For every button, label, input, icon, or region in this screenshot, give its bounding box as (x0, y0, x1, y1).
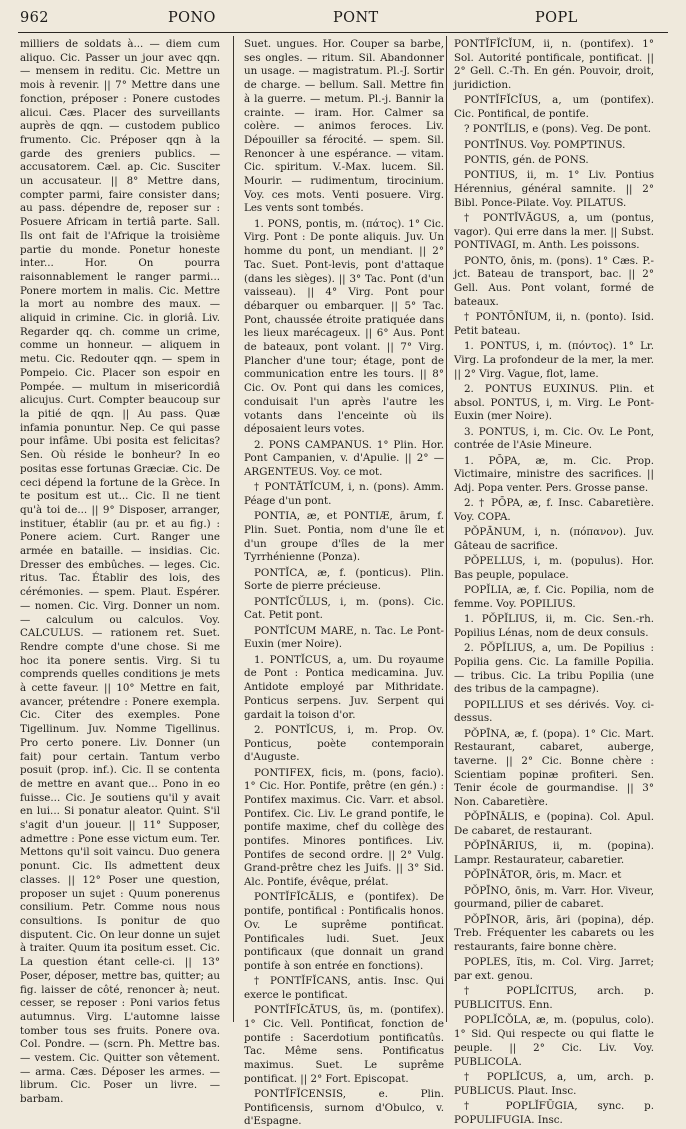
entry: PONTIFEX, ficis, m. (pons, facio). 1° Cic. Hor. Pontife, prêtre (en gén.) : Pontifex maximus. Cic. Varr. et absol. Pontifex. Cic. Liv. Le grand pontife, le pontife maxime, chef du collège des pontifes. Minores pontifices. Liv. Pontifes de second ordre. || 2° Vulg. Grand-prêtre chez les Juifs. || 3° Sid. Alc. Pontife, évêque, prélat. (244, 766, 444, 889)
entry: PŎPĪNĀRIUS, ii, m. (popina). Lampr. Restaurateur, cabaretier. (454, 840, 654, 867)
entry: PŎPĪNO, ōnis, m. Varr. Hor. Viveur, gourmand, pilier de cabaret. (454, 884, 654, 911)
entry: PONTIS, gén. de PONS. (464, 154, 589, 166)
entry: PONTIA, æ, et PONTIÆ, ārum, f. Plin. Suet. Pontia, nom d'une île et d'un groupe d'îles de la mer Tyrrhénienne (Ponza). (244, 510, 444, 564)
running-header (0, 6, 686, 32)
entry: 1. PONTUS, i, m. (πόντος). 1° Lr. Virg. La profondeur de la mer, la mer. || 2° Virg. Vague, flot, lame. (454, 340, 654, 380)
entry: 3. PONTUS, i, m. Cic. Ov. Le Pont, contrée de l'Asie Mineure. (454, 425, 654, 452)
entry: POPLES, ĭtis, m. Col. Virg. Jarret; par ext. genou. (454, 956, 654, 983)
entry: 1. PONS, pontis, m. (πάτος). 1° Cic. Virg. Pont : De ponte aliquis. Juv. Un homme du pont, un mendiant. || 2° Tac. Suet. Pont-levis, pont d'attaque (dans les sièges). || 3° Tac. Pont (d'un vaisseau). || 4° Virg. Pont pour débarquer ou embarquer. || 5° Tac. Pont, chaussée étroite pratiquée dans les lieux marécageux. || 6° Aus. Pont de bateaux, pont volant. || 7° Virg. Plancher d'une tour; étage, pont de communication entre les tours. || 8° Cic. Ov. Pont qui dans les comices, conduisait l'un après l'autre les votants dans l'enceinte où ils déposaient leurs votes. (244, 217, 444, 436)
entry: 2. PONS CAMPANUS. 1° Plin. Hor. Pont Campanien, v. d'Apulie. || 2° — ARGENTEUS. Voy. ce mot. (244, 438, 444, 478)
entry: PONTĬFĬCĬUS, a, um (pontifex). Cic. Pontifical, de pontife. (454, 94, 654, 121)
guide-word-center: PONT (333, 10, 379, 26)
guide-word-right: POPL (535, 10, 578, 26)
entry: † PONTĬVĀGUS, a, um (pontus, vagor). Qui erre dans la mer. || Subst. PONTIVAGI, m. Anth. Les poissons. (454, 212, 654, 252)
column-1 (20, 38, 220, 1106)
entry: PONTĬCA, æ, f. (ponticus). Plin. Sorte de pierre précieuse. (244, 566, 444, 593)
entry: 2. † PŌPA, æ, f. Insc. Cabaretière. Voy. COPA. (454, 497, 654, 523)
entry: † POPLĬCITUS, arch. p. PUBLICITUS. Enn. (454, 985, 654, 1012)
page-number: 962 (20, 10, 49, 26)
guide-word-left: PONO (168, 10, 216, 26)
column-divider-1 (233, 36, 234, 1022)
entry: 2. PŎPĬLIUS, a, um. De Popilius : Popilia gens. Cic. La famille Popilia. — tribus. Cic. La tribu Popilia (une des tribus de la campagne). (454, 642, 654, 696)
header-rule (18, 32, 668, 33)
entry: PŎPELLUS, i, m. (populus). Hor. Bas peuple, populace. (454, 555, 654, 581)
entry: PONTĬFĬCĬUM, ii, n. (pontifex). 1° Sol. Autorité pontificale, pontificat. || 2° Gell. C.-Th. En gén. Pouvoir, droit, juridiction. (454, 38, 654, 92)
entry: PONTĬCUM MARE, n. Tac. Le Pont-Euxin (mer Noire). (244, 624, 444, 651)
entry: PONTĬCŬLUS, i, m. (pons). Cic. Cat. Petit pont. (244, 595, 444, 622)
entry: PONTĪNUS. Voy. POMPTINUS. (464, 138, 626, 151)
entry: PONTĬFĬCĀLIS, e (pontifex). De pontife, pontifical : Pontificalis honos. Ov. Le suprême pontificat. Pontificales ludi. Suet. Jeux pontificaux (que donnait un grand pontife à son entrée en fonctions). (244, 891, 444, 972)
entry: 2. PONTUS EUXINUS. Plin. et absol. PONTUS, i, m. Virg. Le Pont-Euxin (mer Noire). (454, 382, 654, 423)
entry: † PONTĀTĬCUM, i, n. (pons). Amm. Péage d'un pont. (244, 481, 444, 507)
column-3 (454, 38, 654, 1126)
entry: PŎPĪNA, æ, f. (popa). 1° Cic. Mart. Restaurant, cabaret, auberge, taverne. || 2° Cic. Bonne chère : Scientiam popinæ profiteri. Sen. Tenir école de gourmandise. || 3° Non. Cabaretière. (454, 727, 654, 809)
entry: PŎPĪNĀTOR, ōris, m. Macr. et (464, 869, 622, 882)
entry: 1. PONTĬCUS, a, um. Du royaume de Pont : Pontica medicamina. Juv. Antidote employé par Mithridate. Ponticus serpens. Juv. Serpent qui gardait la toison d'or. (244, 653, 444, 721)
column-divider-2 (446, 36, 447, 1022)
entry: POPILLIUS et ses dérivés. Voy. ci-dessus. (454, 698, 654, 725)
entry: POPLĬCŎLA, æ, m. (populus, colo). 1° Sid. Qui respecte ou qui flatte le peuple. || 2° Cic. Liv. Voy. PUBLICOLA. (454, 1014, 654, 1068)
entry: PŎPĪNĀLIS, e (popina). Col. Apul. De cabaret, de restaurant. (454, 811, 654, 838)
entry: PONTIUS, ii, m. 1° Liv. Pontius Hérennius, général samnite. || 2° Bibl. Ponce-Pilate. Voy. PILATUS. (454, 169, 654, 209)
entry: Suet. ungues. Hor. Couper sa barbe, ses ongles. — ritum. Sil. Abandonner un usage. — magistratum. Pl.-J. Sortir de charge. — bellum. Sall. Mettre fin à la guerre. — metum. Pl.-j. Bannir la crainte. — iram. Hor. Calmer sa colère. — animos feroces. Liv. Dépouiller sa férocité. — spem. Sil. Renoncer à une espérance. — vitam. Cic. spiritum. V.-Max. lucem. Sil. Mourir. — rudimentum, tirocinium. Voy. ces mots. Venti posuere. Virg. Les vents sont tombés. (244, 38, 444, 215)
entry: † PONTŌNĬUM, ii, n. (ponto). Isid. Petit bateau. (454, 311, 654, 337)
entry: † POPLĬFŪGIA, sync. p. POPULIFUGIA. Insc. (454, 1099, 654, 1126)
entry: PŎPĀNUM, i, n. (πόπανον). Juv. Gâteau de sacrifice. (454, 526, 654, 552)
entry: milliers de soldats à... — diem cum aliquo. Cic. Passer un jour avec qqn. — mensem in reditu. Cic. Mettre un mois à revenir. || 7° Mettre dans une fonction, préposer : Ponere custodes alicui. Cæs. Placer des surveillants auprès de qqn. — custodem publico frumento. Cic. Préposer qqn à la garde des greniers publics. — accusatorem. Cæl. ap. Cic. Susciter un accusateur. || 8° Mettre dans, compter parmi, faire consister dans; au pass. dépendre de, reposer sur : Posuere Africam in tertiâ parte. Sall. Ils ont fait de l'Afrique la troisième partie du monde. Ponetur honeste inter... Hor. On pourra raisonnablement le ranger parmi... Ponere mortem in malis. Cic. Mettre la mort au nombre des maux. — aliquid in crimine. Cic. in gloriâ. Liv. Regarder qq. ch. comme un crime, comme un honneur. — aliquem in metu. Cic. Redouter qqn. — spem in Pompeio. Cic. Placer son espoir en Pompée. — multum in misericordiâ alicujus. Curt. Compter beaucoup sur la pitié de qqn. || Au pass. Quæ infamia ponuntur. Nep. Ce qui passe pour infâme. Ubi posita est felicitas? Sen. Où réside le bonheur? In eo positas esse fortunas Græciæ. Cic. De ceci dépend la fortune de la Grèce. In te positum est ut... Cic. Il ne tient qu'à toi de... || 9° Disposer, arranger, instituer, établir (au pr. et au fig.) : Ponere aciem. Curt. Ranger une armée en bataille. — insidias. Cic. Dresser des embûches. — leges. Cic. ritus. Tac. Établir des lois, des cérémonies. — spem. Plaut. Espérer. — nomen. Cic. Virg. Donner un nom. — calculum ou calculos. Voy. CALCULUS. — rationem ret. Suet. Rendre compte d'une chose. Si me hoc ita ponere sentis. Virg. Si tu comprends quelles conditions je mets à cette faveur. || 10° Mettre en fait, avancer, prétendre : Ponere exempla. Cic. Citer des exemples. Pone Tigellinum. Juv. Nomme Tigellinus. Pro certo ponere. Liv. Donner (un fait) pour certain. Tantum verbo posuit (prop. inf.). Cic. Il se contenta de mettre en avant que... Pono in eo fuisse... Cic. Je soutiens qu'il y avait en lui... Si ponatur aleator. Quint. S'il s'agit d'un joueur. || 11° Supposer, admettre : Pone esse victum eum. Ter. Mettons qu'il soit vaincu. Duo generа ponunt. Cic. Ils admettent deux classes. || 12° Poser une question, proposer un sujet : Quum ponerenus consilium. Petr. Comme nous nous consultions. Is ponitur de quo disputent. Cic. On leur donne un sujet à traiter. Quum ita positum esset. Cic. La question étant celle-ci. || 13° Poser, déposer, mettre bas, quitter; au fig. laisser de côté, renoncer à; neut. cesser, se reposer : Poni varios fetus autumnus. Virg. L'automne laisse tomber tous ses fruits. Ponere ova. Col. Pondre. — (scrn. Ph. Mettre bas. — vestem. Cic. Quitter son vêtement. — arma. Cæs. Déposer les armes. — librum. Cic. Poser un livre. — barbam. (20, 38, 220, 1106)
entry: PONTĬFĬCENSIS, e. Plin. Pontificensis, surnom d'Obulco, v. d'Espagne. (244, 1088, 444, 1128)
entry: PONTĬFĬCĀTUS, ūs, m. (pontifex). 1° Cic. Vell. Pontificat, fonction de pontife : Sacerdotium pontificatûs. Tac. Même sens. Pontificatus maximus. Suet. Le suprême pontificat. || 2° Fort. Episcopat. (244, 1004, 444, 1085)
entry: 1. PŎPĬLIUS, ii, m. Cic. Sen.-rh. Popilius Lénas, nom de deux consuls. (454, 613, 654, 639)
entry: 1. PŌPA, æ, m. Cic. Prop. Victimaire, ministre des sacrifices. || Adj. Popa venter. Pers. Grosse panse. (454, 454, 654, 494)
entry: ? PONTĬLIS, e (pons). Veg. De pont. (464, 123, 652, 136)
entry: 2. PONTĬCUS, i, m. Prop. Ov. Ponticus, poète contemporain d'Auguste. (244, 723, 444, 764)
column-2 (244, 38, 444, 1128)
entry: PONTO, ōnis, m. (pons). 1° Cæs. P.-jct. Bateau de transport, bac. || 2° Gell. Aus. Pont volant, formé de bateaux. (454, 254, 654, 308)
entry: POPĬLIA, æ, f. Cic. Popilia, nom de femme. Voy. POPILIUS. (454, 584, 654, 610)
entry: † POPLĬCUS, a, um, arch. p. PUBLICUS. Plaut. Insc. (454, 1070, 654, 1097)
entry: PŎPĪNOR, āris, āri (popina), dép. Treb. Fréquenter les cabarets ou les restaurants, faire bonne chère. (454, 913, 654, 954)
entry: † PONTĬFĬCANS, antis. Insc. Qui exerce le pontificat. (244, 975, 444, 1001)
